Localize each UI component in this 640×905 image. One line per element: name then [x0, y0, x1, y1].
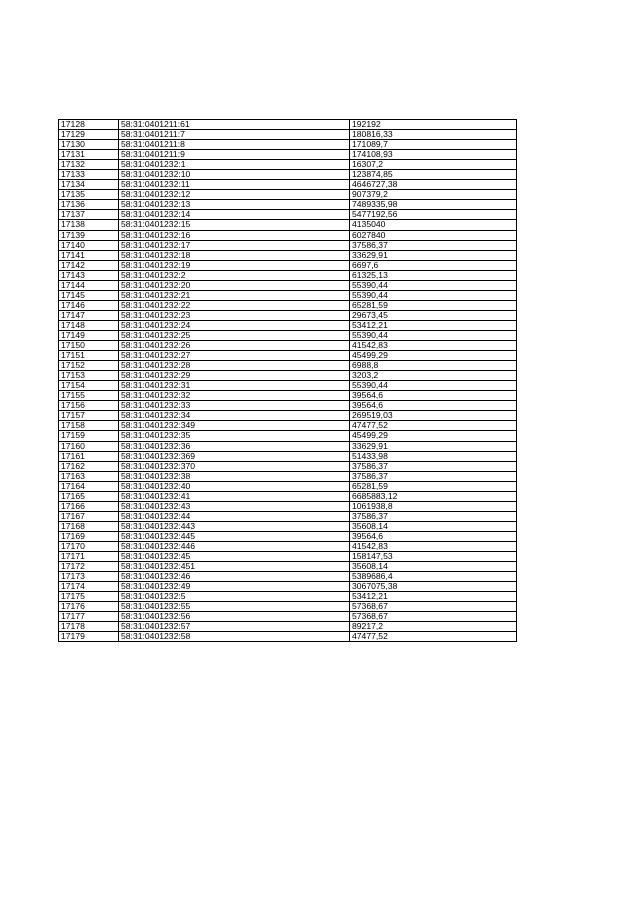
row-number-cell: 17140 — [59, 240, 119, 250]
row-number-cell: 17156 — [59, 401, 119, 411]
value-cell: 269519,03 — [350, 411, 517, 421]
value-cell: 158147,53 — [350, 552, 517, 562]
row-number-cell: 17172 — [59, 562, 119, 572]
cadastral-number-cell: 58:31:0401232:56 — [119, 612, 350, 622]
row-number-cell: 17152 — [59, 361, 119, 371]
row-number-cell: 17151 — [59, 351, 119, 361]
value-cell: 35608,14 — [350, 562, 517, 572]
value-cell: 174108,93 — [350, 150, 517, 160]
row-number-cell: 17139 — [59, 230, 119, 240]
table-row — [59, 441, 517, 451]
row-number-cell: 17154 — [59, 381, 119, 391]
value-cell: 47477,52 — [350, 421, 517, 431]
table-row — [59, 210, 517, 220]
table-row — [59, 190, 517, 200]
row-number-cell: 17142 — [59, 260, 119, 270]
row-number-cell: 17130 — [59, 140, 119, 150]
value-cell: 192192 — [350, 120, 517, 130]
table-row — [59, 461, 517, 471]
table-row — [59, 602, 517, 612]
cadastral-number-cell: 58:31:0401232:14 — [119, 210, 350, 220]
value-cell: 57368,67 — [350, 602, 517, 612]
table-row — [59, 391, 517, 401]
value-cell: 7489335,98 — [350, 200, 517, 210]
value-cell: 33629,91 — [350, 441, 517, 451]
row-number-cell: 17149 — [59, 330, 119, 340]
cadastral-number-cell: 58:31:0401232:35 — [119, 431, 350, 441]
row-number-cell: 17164 — [59, 481, 119, 491]
table-row — [59, 310, 517, 320]
table-row — [59, 130, 517, 140]
value-cell: 61325,13 — [350, 270, 517, 280]
cadastral-number-cell: 58:31:0401232:28 — [119, 361, 350, 371]
table-row — [59, 592, 517, 602]
value-cell: 41542,83 — [350, 541, 517, 551]
cadastral-number-cell: 58:31:0401211:61 — [119, 120, 350, 130]
value-cell: 55390,44 — [350, 280, 517, 290]
row-number-cell: 17155 — [59, 391, 119, 401]
cadastral-number-cell: 58:31:0401232:34 — [119, 411, 350, 421]
cadastral-number-cell: 58:31:0401232:2 — [119, 270, 350, 280]
table-row — [59, 471, 517, 481]
row-number-cell: 17176 — [59, 602, 119, 612]
row-number-cell: 17135 — [59, 190, 119, 200]
value-cell: 907379,2 — [350, 190, 517, 200]
value-cell: 6685883,12 — [350, 491, 517, 501]
cadastral-number-cell: 58:31:0401232:5 — [119, 592, 350, 602]
table-row — [59, 180, 517, 190]
cadastral-number-cell: 58:31:0401232:349 — [119, 421, 350, 431]
value-cell: 16307,2 — [350, 160, 517, 170]
value-cell: 53412,21 — [350, 320, 517, 330]
value-cell: 3067075,38 — [350, 582, 517, 592]
table-row — [59, 632, 517, 642]
table-row — [59, 612, 517, 622]
table-row — [59, 511, 517, 521]
row-number-cell: 17168 — [59, 521, 119, 531]
table-row — [59, 120, 517, 130]
row-number-cell: 17174 — [59, 582, 119, 592]
value-cell: 65281,59 — [350, 300, 517, 310]
cadastral-number-cell: 58:31:0401232:19 — [119, 260, 350, 270]
row-number-cell: 17171 — [59, 552, 119, 562]
value-cell: 3203,2 — [350, 371, 517, 381]
cadastral-number-cell: 58:31:0401232:21 — [119, 290, 350, 300]
row-number-cell: 17153 — [59, 371, 119, 381]
cadastral-number-cell: 58:31:0401232:24 — [119, 320, 350, 330]
row-number-cell: 17160 — [59, 441, 119, 451]
cadastral-number-cell: 58:31:0401232:27 — [119, 351, 350, 361]
row-number-cell: 17157 — [59, 411, 119, 421]
table-row — [59, 351, 517, 361]
cadastral-number-cell: 58:31:0401232:29 — [119, 371, 350, 381]
cadastral-number-cell: 58:31:0401232:41 — [119, 491, 350, 501]
cadastral-number-cell: 58:31:0401232:36 — [119, 441, 350, 451]
cadastral-number-cell: 58:31:0401232:10 — [119, 170, 350, 180]
row-number-cell: 17136 — [59, 200, 119, 210]
table-row — [59, 531, 517, 541]
value-cell: 37586,37 — [350, 461, 517, 471]
value-cell: 180816,33 — [350, 130, 517, 140]
value-cell: 29673,45 — [350, 310, 517, 320]
row-number-cell: 17175 — [59, 592, 119, 602]
cadastral-number-cell: 58:31:0401232:17 — [119, 240, 350, 250]
cadastral-number-cell: 58:31:0401232:18 — [119, 250, 350, 260]
cadastral-number-cell: 58:31:0401232:57 — [119, 622, 350, 632]
row-number-cell: 17150 — [59, 341, 119, 351]
table-row — [59, 260, 517, 270]
table-row — [59, 572, 517, 582]
row-number-cell: 17128 — [59, 120, 119, 130]
value-cell: 45499,29 — [350, 351, 517, 361]
value-cell: 1061938,8 — [350, 501, 517, 511]
cadastral-number-cell: 58:31:0401211:7 — [119, 130, 350, 140]
cadastral-number-cell: 58:31:0401232:445 — [119, 531, 350, 541]
cadastral-number-cell: 58:31:0401232:32 — [119, 391, 350, 401]
cadastral-number-cell: 58:31:0401232:31 — [119, 381, 350, 391]
cadastral-number-cell: 58:31:0401232:369 — [119, 451, 350, 461]
cadastral-number-cell: 58:31:0401232:13 — [119, 200, 350, 210]
value-cell: 53412,21 — [350, 592, 517, 602]
cadastral-number-cell: 58:31:0401232:49 — [119, 582, 350, 592]
value-cell: 6027840 — [350, 230, 517, 240]
row-number-cell: 17178 — [59, 622, 119, 632]
row-number-cell: 17148 — [59, 320, 119, 330]
value-cell: 4135040 — [350, 220, 517, 230]
table-row — [59, 431, 517, 441]
table-row — [59, 562, 517, 572]
value-cell: 55390,44 — [350, 330, 517, 340]
row-number-cell: 17147 — [59, 310, 119, 320]
table-row — [59, 451, 517, 461]
table-row — [59, 230, 517, 240]
row-number-cell: 17132 — [59, 160, 119, 170]
cadastral-number-cell: 58:31:0401232:40 — [119, 481, 350, 491]
row-number-cell: 17146 — [59, 300, 119, 310]
table-row — [59, 361, 517, 371]
value-cell: 39564,6 — [350, 531, 517, 541]
table-row — [59, 411, 517, 421]
cadastral-number-cell: 58:31:0401232:20 — [119, 280, 350, 290]
table-row — [59, 320, 517, 330]
row-number-cell: 17177 — [59, 612, 119, 622]
value-cell: 55390,44 — [350, 290, 517, 300]
row-number-cell: 17131 — [59, 150, 119, 160]
table-row — [59, 270, 517, 280]
table-row — [59, 250, 517, 260]
value-cell: 5389686,4 — [350, 572, 517, 582]
value-cell: 57368,67 — [350, 612, 517, 622]
row-number-cell: 17159 — [59, 431, 119, 441]
cadastral-number-cell: 58:31:0401232:38 — [119, 471, 350, 481]
cadastral-number-cell: 58:31:0401232:45 — [119, 552, 350, 562]
value-cell: 6988,8 — [350, 361, 517, 371]
cadastral-number-cell: 58:31:0401232:23 — [119, 310, 350, 320]
value-cell: 6697,6 — [350, 260, 517, 270]
table-row — [59, 481, 517, 491]
row-number-cell: 17138 — [59, 220, 119, 230]
row-number-cell: 17165 — [59, 491, 119, 501]
row-number-cell: 17179 — [59, 632, 119, 642]
value-cell: 47477,52 — [350, 632, 517, 642]
table-row — [59, 280, 517, 290]
row-number-cell: 17141 — [59, 250, 119, 260]
row-number-cell: 17145 — [59, 290, 119, 300]
cadastral-number-cell: 58:31:0401232:1 — [119, 160, 350, 170]
table-body — [59, 120, 517, 642]
row-number-cell: 17134 — [59, 180, 119, 190]
table-row — [59, 381, 517, 391]
table-row — [59, 140, 517, 150]
value-cell: 35608,14 — [350, 521, 517, 531]
row-number-cell: 17161 — [59, 451, 119, 461]
cadastral-number-cell: 58:31:0401211:9 — [119, 150, 350, 160]
value-cell: 39564,6 — [350, 401, 517, 411]
table-row — [59, 290, 517, 300]
table-row — [59, 150, 517, 160]
value-cell: 5477192,56 — [350, 210, 517, 220]
cadastral-number-cell: 58:31:0401232:370 — [119, 461, 350, 471]
table-row — [59, 170, 517, 180]
table-row — [59, 401, 517, 411]
table-row — [59, 521, 517, 531]
cadastral-number-cell: 58:31:0401232:443 — [119, 521, 350, 531]
row-number-cell: 17129 — [59, 130, 119, 140]
value-cell: 37586,37 — [350, 511, 517, 521]
table-row — [59, 300, 517, 310]
table-row — [59, 541, 517, 551]
value-cell: 123874,85 — [350, 170, 517, 180]
cadastral-number-cell: 58:31:0401232:16 — [119, 230, 350, 240]
table-row — [59, 552, 517, 562]
row-number-cell: 17162 — [59, 461, 119, 471]
table-row — [59, 371, 517, 381]
cadastral-number-cell: 58:31:0401232:26 — [119, 341, 350, 351]
cadastral-number-cell: 58:31:0401232:451 — [119, 562, 350, 572]
row-number-cell: 17143 — [59, 270, 119, 280]
table-row — [59, 582, 517, 592]
cadastral-number-cell: 58:31:0401232:22 — [119, 300, 350, 310]
row-number-cell: 17173 — [59, 572, 119, 582]
cadastral-table — [58, 119, 517, 642]
cadastral-number-cell: 58:31:0401232:446 — [119, 541, 350, 551]
cadastral-number-cell: 58:31:0401211:8 — [119, 140, 350, 150]
table-row — [59, 501, 517, 511]
cadastral-number-cell: 58:31:0401232:46 — [119, 572, 350, 582]
value-cell: 33629,91 — [350, 250, 517, 260]
row-number-cell: 17163 — [59, 471, 119, 481]
table-row — [59, 341, 517, 351]
value-cell: 41542,83 — [350, 341, 517, 351]
row-number-cell: 17167 — [59, 511, 119, 521]
cadastral-number-cell: 58:31:0401232:33 — [119, 401, 350, 411]
cadastral-number-cell: 58:31:0401232:15 — [119, 220, 350, 230]
table-row — [59, 220, 517, 230]
table-row — [59, 330, 517, 340]
cadastral-number-cell: 58:31:0401232:12 — [119, 190, 350, 200]
table-row — [59, 421, 517, 431]
row-number-cell: 17169 — [59, 531, 119, 541]
row-number-cell: 17166 — [59, 501, 119, 511]
table-row — [59, 240, 517, 250]
cadastral-number-cell: 58:31:0401232:25 — [119, 330, 350, 340]
table-row — [59, 160, 517, 170]
cadastral-number-cell: 58:31:0401232:44 — [119, 511, 350, 521]
row-number-cell: 17133 — [59, 170, 119, 180]
value-cell: 55390,44 — [350, 381, 517, 391]
value-cell: 39564,6 — [350, 391, 517, 401]
cadastral-number-cell: 58:31:0401232:58 — [119, 632, 350, 642]
cadastral-number-cell: 58:31:0401232:55 — [119, 602, 350, 612]
value-cell: 37586,37 — [350, 471, 517, 481]
row-number-cell: 17158 — [59, 421, 119, 431]
value-cell: 65281,59 — [350, 481, 517, 491]
table-row — [59, 491, 517, 501]
table-row — [59, 622, 517, 632]
value-cell: 89217,2 — [350, 622, 517, 632]
value-cell: 37586,37 — [350, 240, 517, 250]
row-number-cell: 17137 — [59, 210, 119, 220]
table-row — [59, 200, 517, 210]
value-cell: 171089,7 — [350, 140, 517, 150]
cadastral-number-cell: 58:31:0401232:11 — [119, 180, 350, 190]
row-number-cell: 17170 — [59, 541, 119, 551]
value-cell: 4646727,38 — [350, 180, 517, 190]
row-number-cell: 17144 — [59, 280, 119, 290]
cadastral-number-cell: 58:31:0401232:43 — [119, 501, 350, 511]
value-cell: 45499,29 — [350, 431, 517, 441]
value-cell: 51433,98 — [350, 451, 517, 461]
